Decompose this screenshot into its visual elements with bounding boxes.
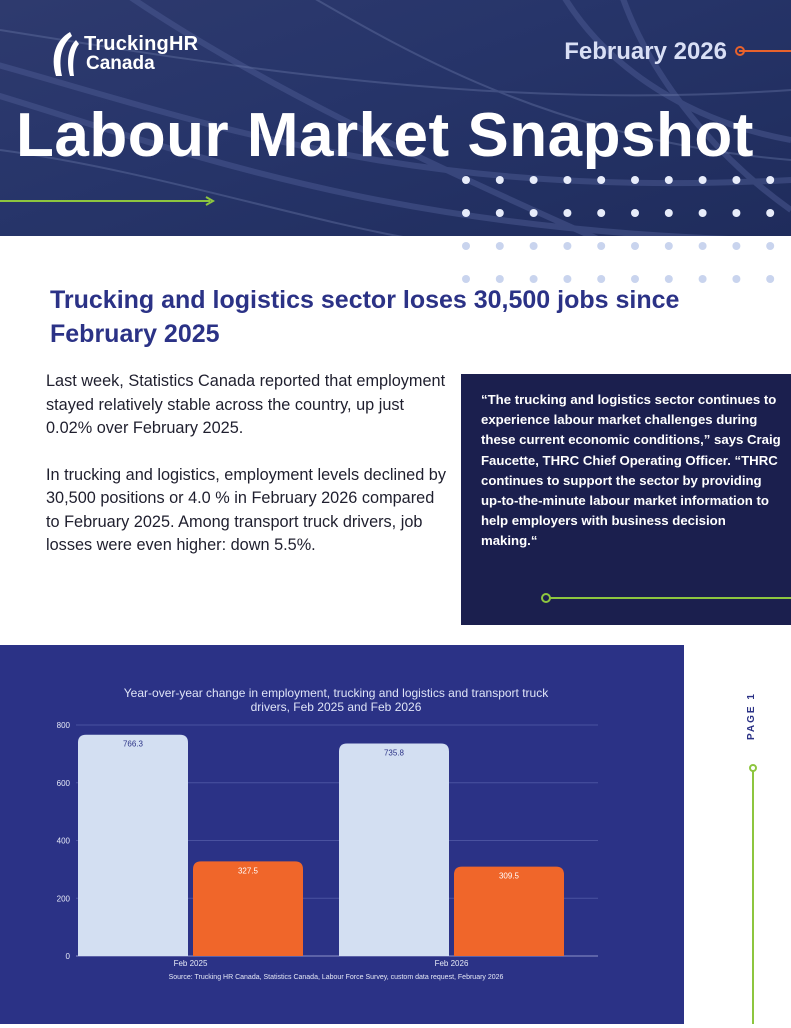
- body-paragraph-2: In trucking and logistics, employment levels declined by 30,500 positions or 4.0 % in February 2026 compared to February 2025. Among transport truck drivers, job losses were even higher: down 5.5%.: [46, 465, 446, 554]
- issue-date: February 2026: [564, 38, 727, 65]
- dot-grid-decoration: [458, 172, 778, 287]
- page-title: Labour Market Snapshot: [16, 101, 754, 170]
- quote-box: [461, 374, 791, 625]
- bar-data-label: 735.8: [383, 748, 405, 758]
- decorative-dot: [766, 209, 774, 217]
- decorative-dot: [597, 242, 605, 250]
- decorative-dot: [496, 176, 504, 184]
- green-arrow-icon: [0, 196, 220, 206]
- quote-accent-line: [543, 597, 791, 599]
- date-accent-dot: [735, 46, 745, 56]
- employment-bar-chart: [0, 645, 684, 1024]
- bar-data-label: 766.3: [122, 739, 144, 749]
- page-accent-dot: [749, 764, 757, 772]
- decorative-dot: [563, 242, 571, 250]
- decorative-dot: [732, 209, 740, 217]
- decorative-dot: [597, 209, 605, 217]
- bar: [339, 744, 449, 956]
- chart-source: Source: Trucking HR Canada, Statistics Canada, Labour Force Survey, custom data request, February 2026: [168, 974, 504, 981]
- logo-line-2: Canada: [86, 53, 155, 74]
- decorative-dot: [732, 275, 740, 283]
- decorative-dot: [699, 176, 707, 184]
- bar: [193, 861, 303, 956]
- decorative-dot: [530, 275, 538, 283]
- decorative-dot: [699, 275, 707, 283]
- decorative-dot: [597, 176, 605, 184]
- headline: Trucking and logistics sector loses 30,500 jobs since February 2025: [50, 286, 680, 348]
- decorative-dot: [665, 275, 673, 283]
- decorative-dot: [530, 242, 538, 250]
- decorative-dot: [665, 242, 673, 250]
- decorative-dot: [631, 275, 639, 283]
- decorative-dot: [766, 275, 774, 283]
- decorative-dot: [699, 242, 707, 250]
- decorative-dot: [699, 209, 707, 217]
- page-accent-line: [752, 768, 754, 1024]
- decorative-dot: [496, 275, 504, 283]
- y-tick-label: 800: [56, 721, 70, 730]
- date-accent-line: [739, 50, 791, 52]
- logo: [48, 30, 198, 78]
- decorative-dot: [462, 209, 470, 217]
- decorative-dot: [732, 242, 740, 250]
- decorative-dot: [631, 209, 639, 217]
- decorative-dot: [766, 242, 774, 250]
- decorative-dot: [563, 275, 571, 283]
- quote-accent-dot: [541, 593, 551, 603]
- x-category-label: Feb 2026: [434, 959, 469, 968]
- y-tick-label: 600: [56, 778, 70, 788]
- x-category-label: Feb 2025: [173, 959, 208, 968]
- y-tick-label: 0: [65, 952, 70, 961]
- decorative-dot: [462, 275, 470, 283]
- y-tick-label: 200: [56, 894, 70, 904]
- decorative-dot: [665, 176, 673, 184]
- decorative-dot: [530, 176, 538, 184]
- body-text: [46, 370, 446, 581]
- quote-text: “The trucking and logistics sector continues to experience labour market challenges during these current economic conditions,” says Craig Faucette, THRC Chief Operating Officer. “THRC continues to support the sector by providing up-to-the-minute labour market information to help employers with business decision making.“: [481, 392, 781, 549]
- page-number: PAGE 1: [746, 692, 757, 740]
- decorative-dot: [496, 242, 504, 250]
- chart-title-line-1: Year-over-year change in employment, trucking and logistics and transport truck: [123, 686, 549, 700]
- body-paragraph-1: Last week, Statistics Canada reported that employment stayed relatively stable across the country, up just 0.02% over February 2025.: [46, 372, 446, 437]
- decorative-dot: [766, 176, 774, 184]
- logo-line-1: TruckingHR: [84, 33, 199, 55]
- decorative-dot: [597, 275, 605, 283]
- decorative-dot: [462, 242, 470, 250]
- chart-title-line-2: drivers, Feb 2025 and Feb 2026: [250, 700, 422, 714]
- bar-data-label: 327.5: [237, 866, 259, 876]
- chart-panel: [0, 645, 684, 1024]
- decorative-dot: [530, 209, 538, 217]
- decorative-dot: [732, 176, 740, 184]
- bar-data-label: 309.5: [498, 871, 520, 881]
- decorative-dot: [563, 176, 571, 184]
- decorative-dot: [462, 176, 470, 184]
- decorative-dot: [631, 176, 639, 184]
- page-label: [744, 692, 764, 750]
- bar: [78, 735, 188, 956]
- decorative-dot: [563, 209, 571, 217]
- logo-wordmark: [84, 34, 198, 74]
- decorative-dot: [631, 242, 639, 250]
- road-logo-icon: [48, 30, 80, 78]
- decorative-dot: [665, 209, 673, 217]
- decorative-dot: [496, 209, 504, 217]
- y-tick-label: 400: [56, 836, 70, 846]
